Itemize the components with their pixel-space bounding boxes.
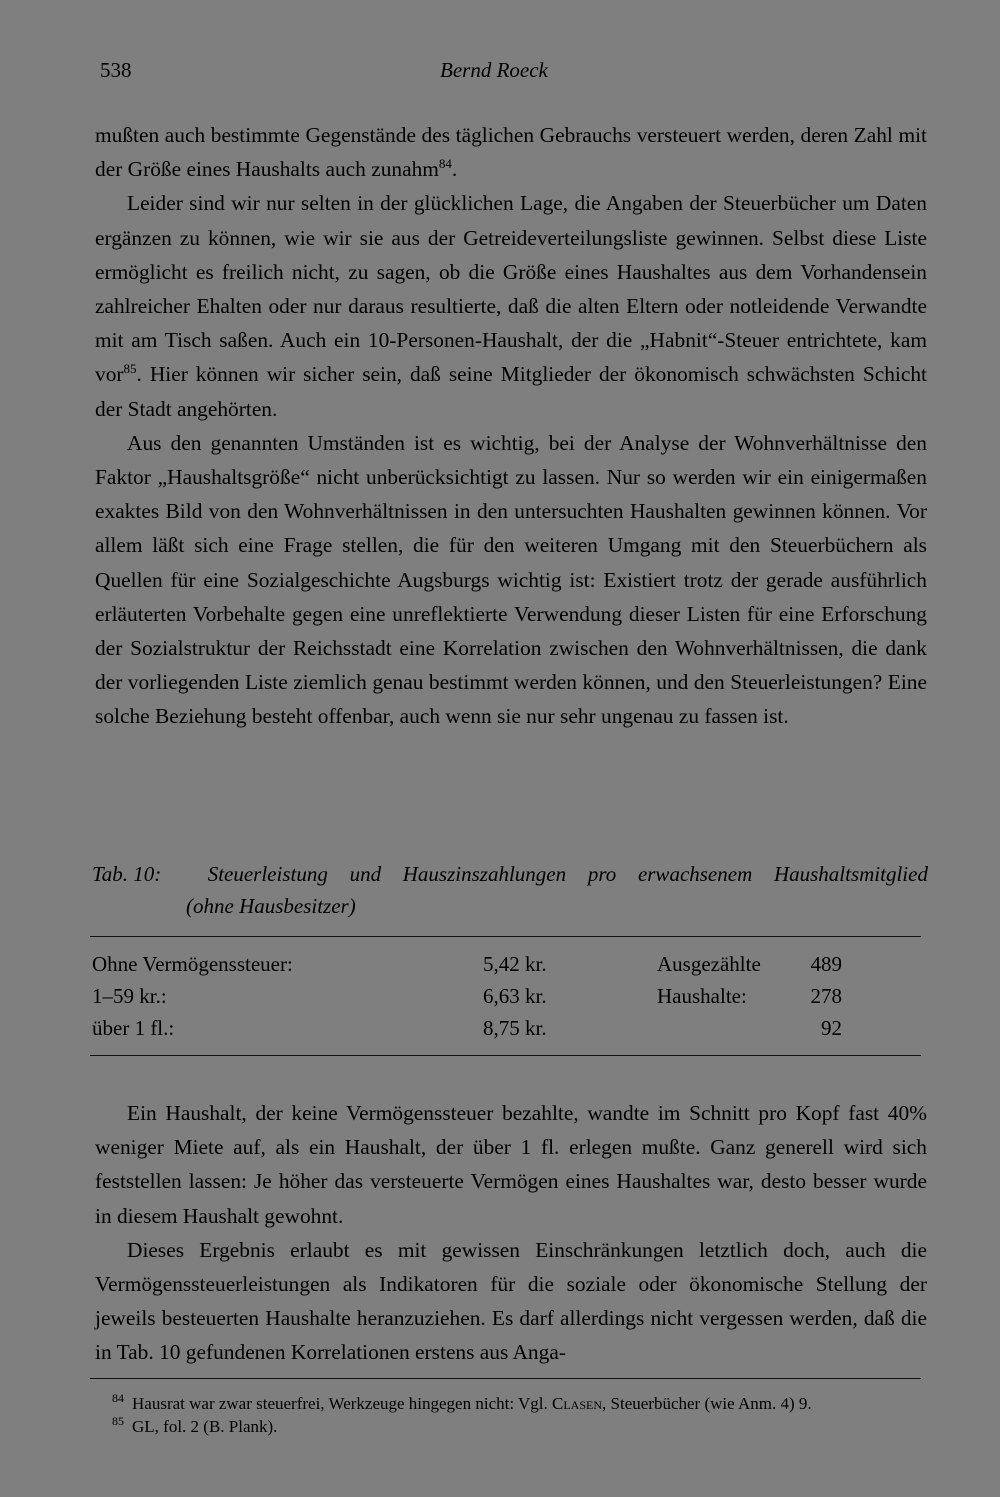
table-top-rule: [90, 936, 921, 937]
page-number: 538: [100, 58, 132, 82]
row-value: 8,75 kr.: [483, 1016, 547, 1040]
footnote-rule: [90, 1378, 921, 1379]
table-row: [90, 980, 921, 1012]
paragraph: [95, 426, 927, 734]
table-caption: [92, 858, 928, 922]
text-run: Leider sind wir nur selten in der glücklichen Lage, die Angaben der Steuerbücher um Daten ergänzen zu können, wie wir sie aus der Getreideverteilungsliste gewinnen. Selbst diese Liste ermöglicht es freilich nicht, zu sagen, ob die Größe eines Haushaltes aus dem Vorhandensein zahlreicher Ehalten oder nur daraus resultierte, daß die alten Eltern oder notleidende Verwandte mit am Tisch saßen. Auch ein 10-Personen-Haushalt, der die „Habnit“-Steuer entrichtete, kam vor: [95, 191, 927, 387]
body-text-top: [95, 118, 927, 734]
running-head: Bernd Roeck: [440, 58, 548, 82]
text-run: Aus den genannten Umständen ist es wichtig, bei der Analyse der Wohnverhältnisse den Faktor „Haushaltsgröße“ nicht unberücksichtigt zu lassen. Nur so werden wir ein einigermaßen exaktes Bild von den Wohnverhältnissen in den untersuchten Haushalten gewinnen können. Vor allem läßt sich eine Frage stellen, die für den weiteren Umgang mit den Steuerbüchern als Quellen für eine Sozialgeschichte Augsburgs wichtig ist: Existiert trotz der gerade ausführlich erläuterten Vorbehalte gegen eine unreflektierte Verwendung dieser Listen für eine Erforschung der Sozialstruktur der Reichsstadt eine Korrelation zwischen den Wohnverhältnissen, die dank der vorliegenden Liste ziemlich genau bestimmt werden können, und den Steuerleistungen? Eine solche Beziehung besteht offenbar, auch wenn sie nur sehr ungenau zu fassen ist.: [95, 430, 927, 729]
text-run: GL, fol. 2 (B. Plank).: [132, 1417, 278, 1436]
text-run: mußten auch bestimmte Gegenstände des täglichen Gebrauchs versteuert werden, deren Zahl mit der Größe eines Haushalts auch zunahm: [95, 123, 927, 182]
footnote: [90, 1392, 920, 1415]
paragraph: [95, 1233, 927, 1370]
table-bottom-rule: [90, 1055, 921, 1056]
paragraph: [95, 186, 927, 425]
table-caption-word: und: [349, 862, 382, 886]
row-side-label: Haushalte:: [657, 984, 747, 1008]
row-label: 1–59 kr.:: [92, 984, 167, 1008]
text-run: . Hier können wir sicher sein, daß seine Mitglieder der ökonomisch schwächsten Schicht der Stadt angehörten.: [95, 362, 927, 421]
paragraph: [95, 118, 927, 186]
row-count: 489: [810, 952, 842, 976]
text-run: Dieses Ergebnis erlaubt es mit gewissen Einschränkungen letztlich doch, auch die Vermögenssteuerleistungen als Indikatoren für die soziale oder ökonomische Stellung der jeweils besteuerten Haushalte heranzuziehen. Es darf allerdings nicht vergessen werden, daß die in Tab. 10 gefundenen Korrelationen erstens aus Anga-: [95, 1237, 927, 1365]
table-caption-word: pro: [587, 862, 617, 886]
text-run: Hausrat war zwar steuerfrei, Werkzeuge hingegen nicht: Vgl.: [132, 1394, 553, 1413]
footnote-number: 85: [112, 1414, 124, 1429]
footnote-number: 84: [112, 1391, 124, 1406]
data-table: [90, 948, 921, 1044]
table-caption-word: Steuerleistung: [207, 862, 328, 886]
table-caption-subtitle: (ohne Hausbesitzer): [186, 894, 356, 918]
paragraph: [95, 1096, 927, 1233]
table-row: [90, 948, 921, 980]
row-label: über 1 fl.:: [92, 1016, 175, 1040]
table-row: [90, 1012, 921, 1044]
footnotes: [90, 1392, 920, 1438]
author-name: Clasen: [552, 1394, 603, 1413]
row-value: 5,42 kr.: [483, 952, 547, 976]
row-count: 92: [821, 1016, 842, 1040]
row-value: 6,63 kr.: [483, 984, 547, 1008]
footnote-ref: 84: [438, 156, 452, 172]
text-run: .: [451, 157, 458, 182]
body-text-bottom: [95, 1096, 927, 1370]
table-caption-word: Hauszinszahlungen: [402, 862, 567, 886]
footnote: [90, 1415, 920, 1438]
text-run: Ein Haushalt, der keine Vermögenssteuer bezahlte, wandte im Schnitt pro Kopf fast 40% weniger Miete auf, als ein Haushalt, der über 1 fl. erlegen mußte. Ganz generell wird sich feststellen lassen: Je höher das versteuerte Vermögen eines Haushaltes war, desto besser wurde in diesem Haushalt gewohnt.: [95, 1101, 927, 1228]
footnote-ref: 85: [123, 361, 137, 377]
row-label: Ohne Vermögenssteuer:: [92, 952, 293, 976]
row-count: 278: [810, 984, 842, 1008]
text-run: , Steuerbücher (wie Anm. 4) 9.: [602, 1394, 812, 1413]
table-caption-label: Tab. 10:: [92, 862, 162, 886]
row-side-label: Ausgezählte: [657, 952, 761, 976]
table-caption-word: erwachsenem: [637, 862, 753, 886]
table-caption-word: Haushaltsmitglied: [773, 862, 928, 886]
